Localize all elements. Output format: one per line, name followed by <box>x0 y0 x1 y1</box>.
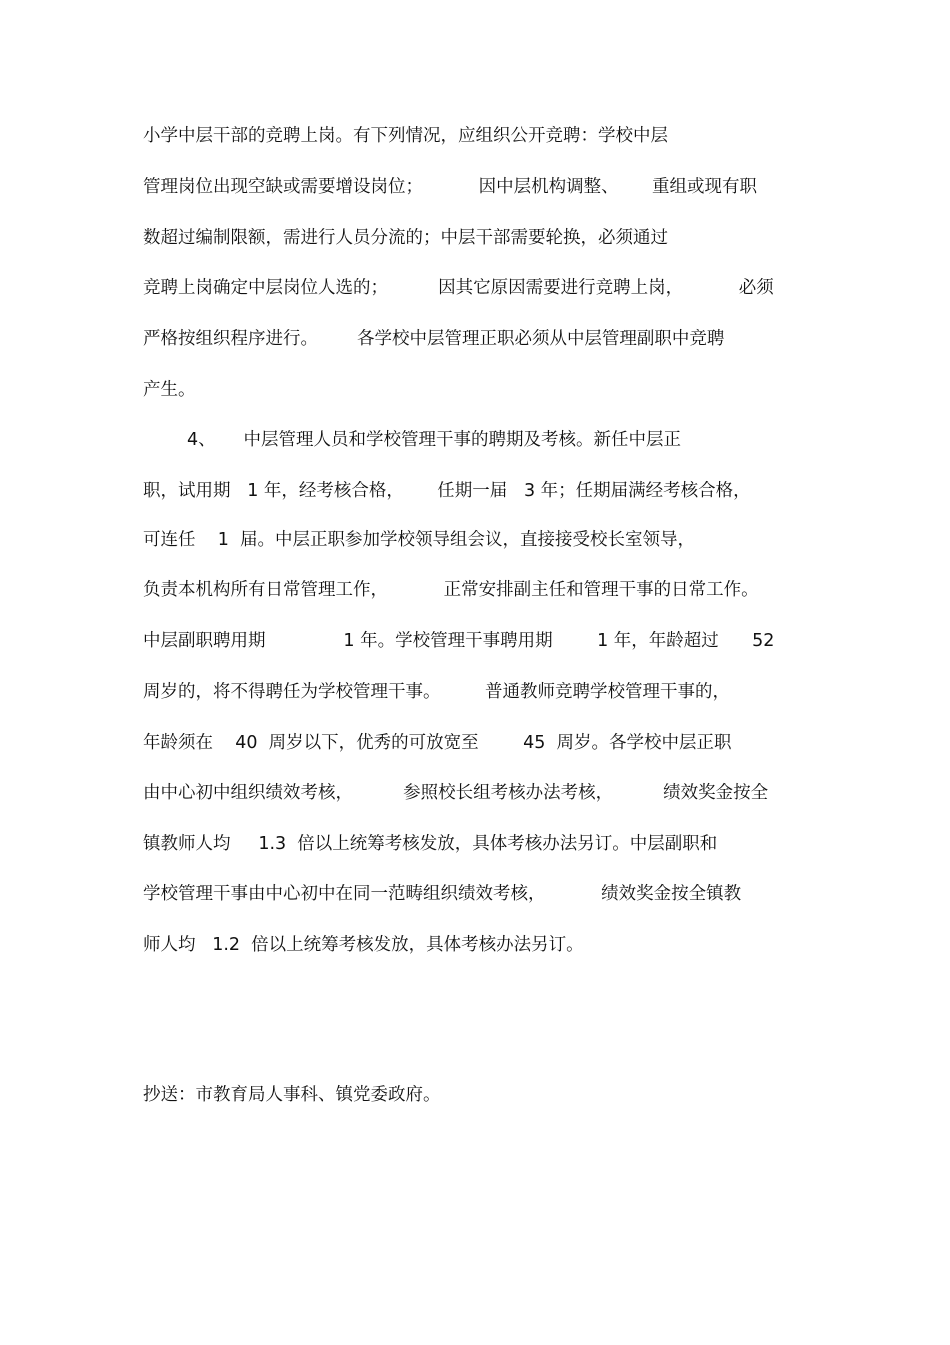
text-line: 镇教师人均 1.3 倍以上统筹考核发放，具体考核办法另订。中层副职和 <box>143 834 718 854</box>
text-line: 严格按组织程序进行。 各学校中层管理正职必须从中层管理副职中竞聘 <box>143 329 725 349</box>
text-line: 职，试用期 1 年，经考核合格， 任期一届 3 年；任期届满经考核合格， <box>143 481 751 501</box>
text-line: 数超过编制限额，需进行人员分流的；中层干部需要轮换，必须通过 <box>143 228 668 248</box>
text-line: 学校管理干事由中心初中在同一范畴组织绩效考核， 绩效奖金按全镇教 <box>143 884 742 904</box>
text-line: 产生。 <box>143 380 196 400</box>
text-line: 可连任 1 届。中层正职参加学校领导组会议，直接接受校长室领导， <box>143 530 696 550</box>
text-line: 年龄须在 40 周岁以下，优秀的可放宽至 45 周岁。各学校中层正职 <box>143 733 732 753</box>
text-line: 由中心初中组织绩效考核， 参照校长组考核办法考核， 绩效奖金按全 <box>143 783 769 803</box>
text-line: 中层副职聘用期 1 年。学校管理干事聘用期 1 年，年龄超过 52 <box>143 631 775 651</box>
section-heading-line: 4、 中层管理人员和学校管理干事的聘期及考核。新任中层正 <box>187 430 681 450</box>
text-line: 小学中层干部的竞聘上岗。有下列情况，应组织公开竞聘：学校中层 <box>143 126 668 146</box>
text-line: 负责本机构所有日常管理工作， 正常安排副主任和管理干事的日常工作。 <box>143 580 759 600</box>
text-line: 管理岗位出现空缺或需要增设岗位； 因中层机构调整、 重组或现有职 <box>143 177 758 197</box>
text-line: 竞聘上岗确定中层岗位人选的； 因其它原因需要进行竞聘上岗， 必须 <box>143 278 774 298</box>
text-line: 师人均 1.2 倍以上统筹考核发放，具体考核办法另订。 <box>143 935 584 955</box>
cc-line: 抄送：市教育局人事科、镇党委政府。 <box>143 1085 441 1105</box>
text-line: 周岁的，将不得聘任为学校管理干事。 普通教师竞聘学校管理干事的， <box>143 682 730 702</box>
